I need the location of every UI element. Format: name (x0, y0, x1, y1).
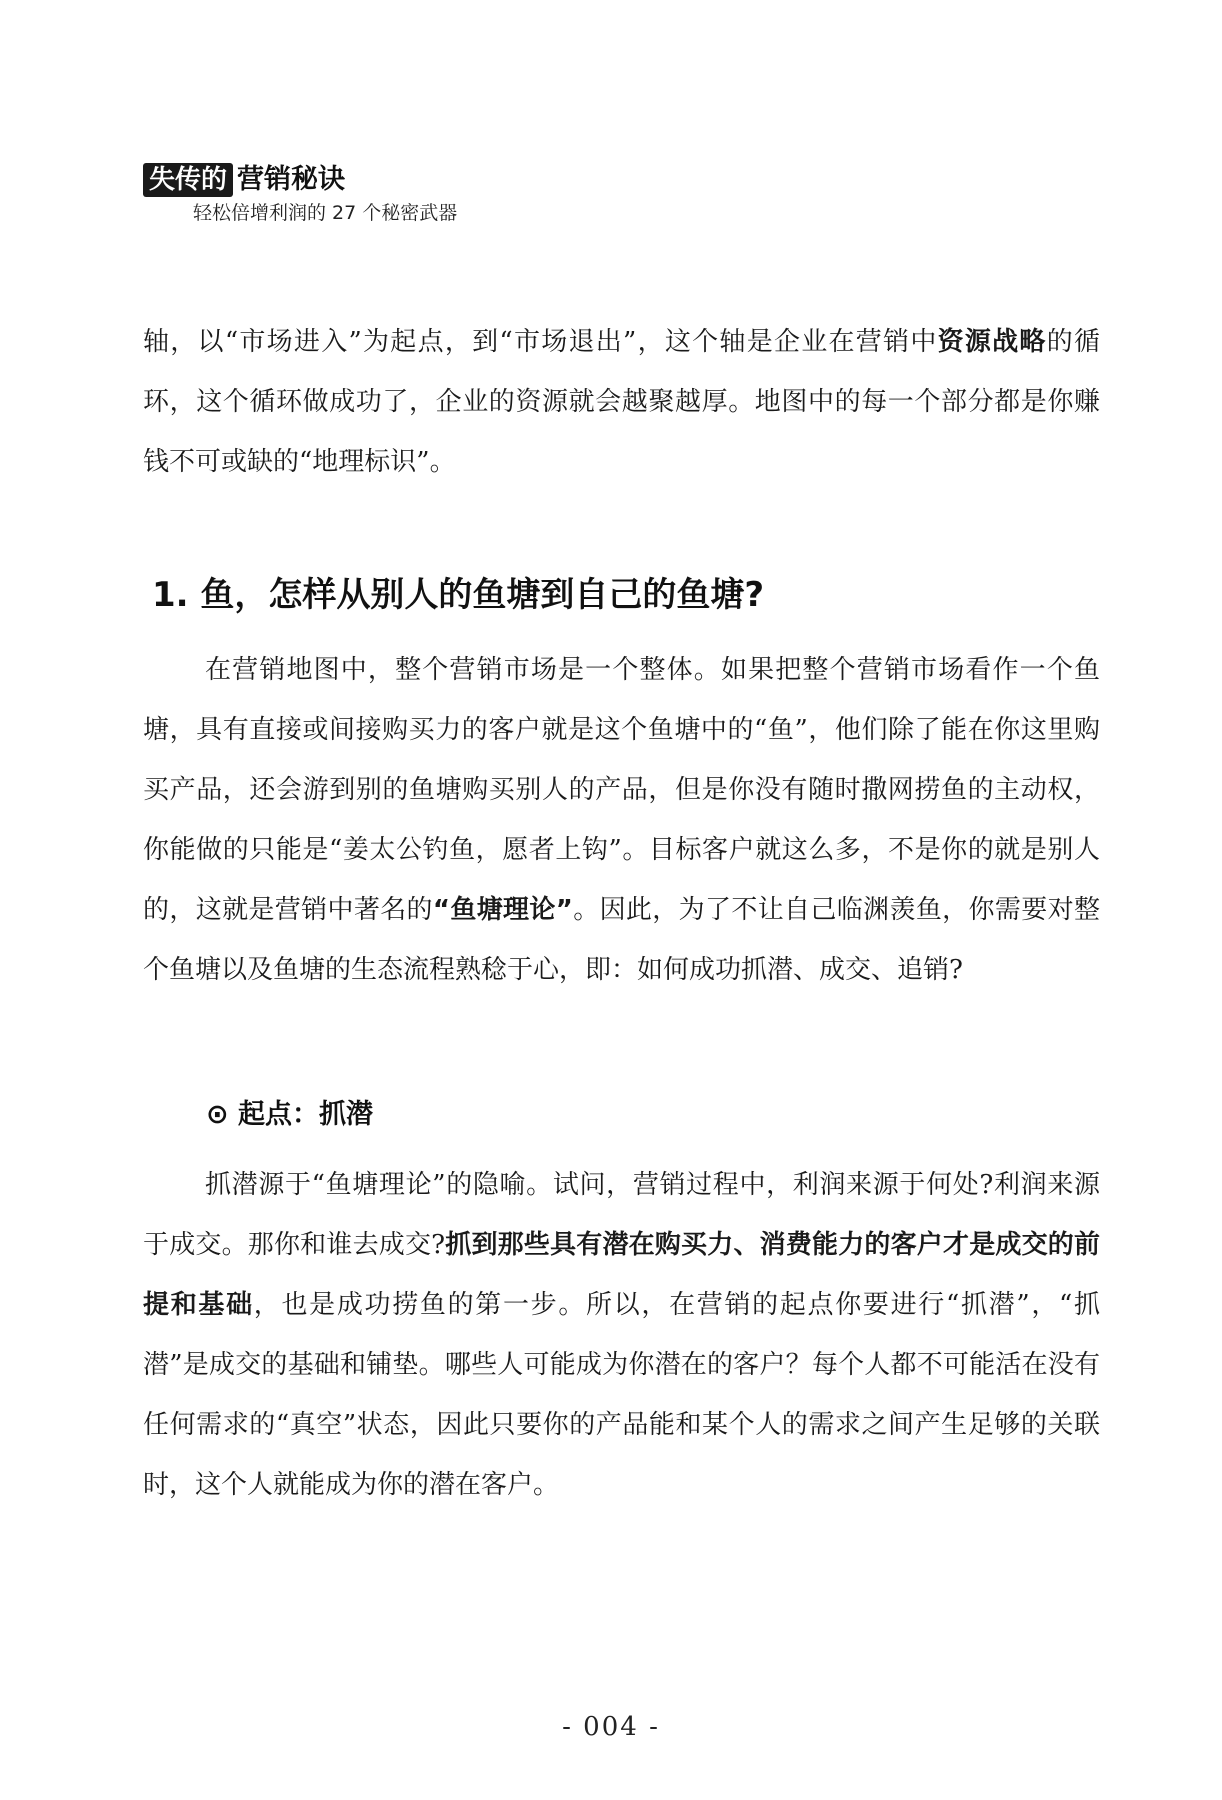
book-title (143, 162, 457, 198)
subsection-text-1: 抓潜源于“鱼塘理论”的隐喻。试问，营销过程中，利润来源于何处?利润来源于成交。那你和谁去成交? (143, 1170, 1100, 1260)
book-subtitle: 轻松倍增利润的 27 个秘密武器 (193, 202, 458, 224)
section-paragraph (143, 640, 1100, 1000)
book-title-highlight: 失传的 (143, 163, 233, 197)
subsection-bold-1: 抓到那些具有潜在购买力、消费能力的客户才是成交的前提和基础 (143, 1230, 1100, 1320)
section-text-2: 。因此，为了不让自己临渊羡鱼，你需要对整个鱼塘以及鱼塘的生态流程熟稔于心，即：如何成功抓潜、成交、追销? (143, 895, 1100, 985)
intro-bold-1: 资源战略 (937, 327, 1047, 357)
section-text-1: 在营销地图中，整个营销市场是一个整体。如果把整个营销市场看作一个鱼塘，具有直接或间接购买力的客户就是这个鱼塘中的“鱼”，他们除了能在你这里购买产品，还会游到别的鱼塘购买别人的产品，但是你没有随时撒网捞鱼的主动权，你能做的只能是“姜太公钓鱼，愿者上钩”。目标客户就这么多，不是你的就是别人的，这就是营销中著名的 (143, 655, 1100, 925)
intro-text-1: 轴，以“市场进入”为起点，到“市场退出”，这个轴是企业在营销中 (143, 327, 938, 357)
section-heading: 1. 鱼，怎样从别人的鱼塘到自己的鱼塘? (152, 575, 765, 615)
subsection-heading: ⊙ 起点：抓潜 (206, 1099, 374, 1130)
book-header (143, 162, 457, 226)
subsection-text-2: ，也是成功捞鱼的第一步。所以，在营销的起点你要进行“抓潜”，“抓潜”是成交的基础和铺垫。哪些人可能成为你潜在的客户？每个人都不可能活在没有任何需求的“真空”状态，因此只要你的产品能和某个人的需求之间产生足够的关联时，这个人就能成为你的潜在客户。 (143, 1290, 1100, 1500)
section-bold-1: “鱼塘理论” (432, 895, 573, 925)
intro-paragraph (143, 312, 1100, 492)
page-number: - 004 - (562, 1712, 660, 1742)
subsection-paragraph (143, 1155, 1100, 1515)
book-title-rest: 营销秘诀 (237, 164, 346, 195)
intro-text-2: 的循环，这个循环做成功了，企业的资源就会越聚越厚。地图中的每一个部分都是你赚钱不可或缺的“地理标识”。 (143, 327, 1100, 477)
